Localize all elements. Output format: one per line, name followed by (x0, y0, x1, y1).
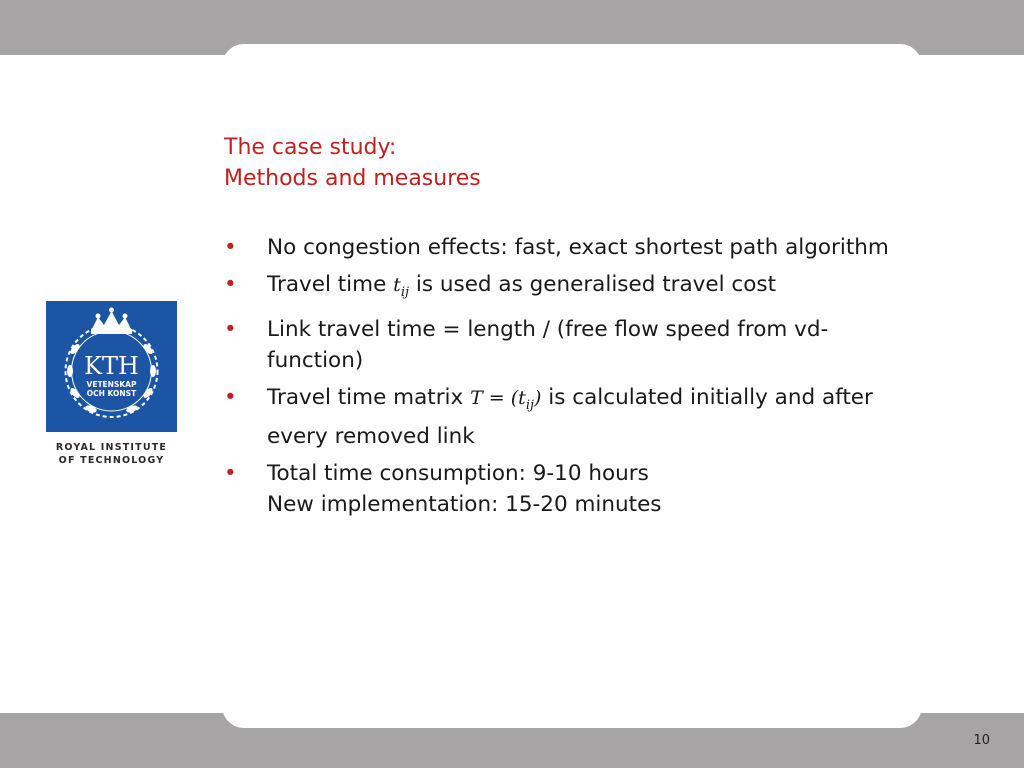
bullet-item (224, 382, 914, 452)
bullet-text: Link travel time = length / (free flow speed from vd-function) (267, 316, 829, 373)
title-line-1: The case study: (224, 135, 397, 160)
kth-seal-icon (46, 301, 177, 432)
svg-text:OCH KONST: OCH KONST (86, 389, 137, 398)
bullet-item (224, 269, 914, 308)
bullet-icon: • (224, 460, 237, 486)
kth-logo (46, 301, 177, 432)
slide-title (224, 132, 884, 194)
page-number: 10 (973, 733, 990, 748)
bullet-item (224, 458, 914, 520)
math-tij: $t_{ij}$ (393, 274, 410, 300)
svg-text:KTH: KTH (84, 352, 139, 380)
bullet-text-line-1: Total time consumption: 9-10 hours (267, 460, 649, 486)
bullet-text-before: Travel time matrix (267, 384, 464, 410)
bullet-text-after: is used as generalised travel cost (415, 272, 777, 297)
bullet-icon: • (224, 272, 237, 297)
math-matrix-T: $T = (t_{ij})$ (470, 386, 542, 413)
bullet-item (224, 314, 914, 376)
bullet-text-before: Travel time (267, 272, 387, 297)
bullet-item (224, 232, 914, 263)
logo-caption (40, 441, 183, 467)
bullet-icon: • (224, 235, 237, 260)
bullet-text-line-2: New implementation: 15-20 minutes (267, 491, 662, 517)
bullet-text-after: is calculated initially and after every removed link (267, 384, 873, 449)
logo-caption-line-1: ROYAL INSTITUTE (55, 442, 168, 453)
bullet-list (224, 232, 914, 526)
bullet-text: No congestion effects: fast, exact shortest path algorithm (267, 235, 889, 260)
title-line-2: Methods and measures (224, 166, 481, 191)
logo-caption-line-2: OF TECHNOLOGY (58, 455, 165, 466)
bullet-icon: • (224, 384, 237, 410)
svg-text:VETENSKAP: VETENSKAP (86, 380, 137, 389)
bullet-icon: • (224, 316, 237, 342)
